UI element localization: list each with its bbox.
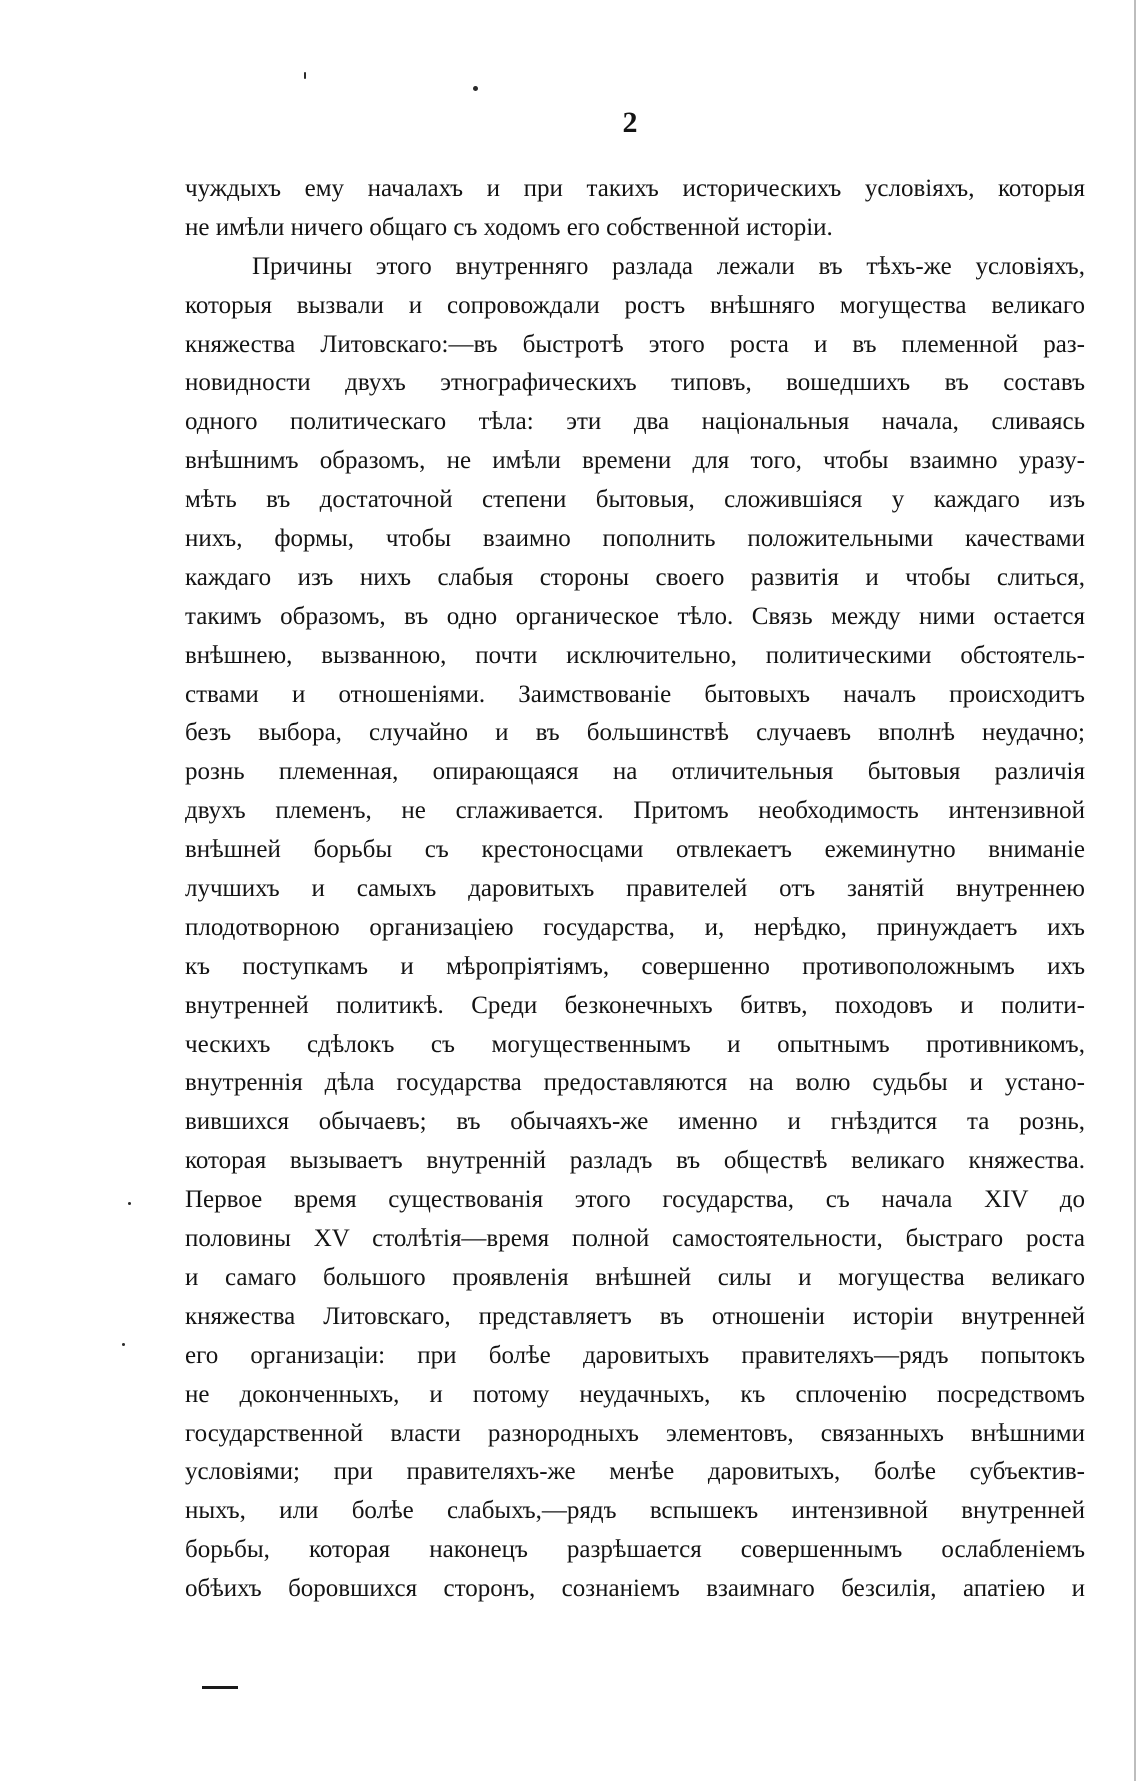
text-line: государственной власти разнородныхъ элементовъ, связанныхъ внѣшними [185,1419,1085,1447]
text-line: внутреннiя дѣла государства предоставляются на волю судьбы и устано- [185,1069,1085,1097]
text-line: и самаго большого проявленiя внѣшней силы и могущества великаго [185,1263,1085,1291]
text-line: условiями; при правителяхъ-же менѣе даровитыхъ, болѣе субъектив- [185,1458,1085,1486]
text-line: которыя вызвали и сопровождали ростъ внѣшняго могущества великаго [185,291,1085,319]
text-line: нихъ, формы, чтобы взаимно пополнить положительными качествами [185,525,1085,553]
text-line: мѣть въ достаточной степени бытовыя, сложившiяся у каждаго изъ [185,486,1085,514]
text-line: обѣихъ боровшихся сторонъ, сознанiемъ взаимнаго безсилiя, апатiею и [185,1575,1085,1603]
text-line: внѣшнею, вызванною, почти исключительно, политическими обстоятель- [185,641,1085,669]
text-line: одного политическаго тѣла: эти два нацiональныя начала, сливаясь [185,408,1085,436]
text-line: ныхъ, или болѣе слабыхъ,—рядъ вспышекъ интензивной внутренней [185,1497,1085,1525]
text-line: княжества Литовскаго:—въ быстротѣ этого роста и въ племенной раз- [185,330,1085,358]
text-line: не доконченныхъ, и потому неудачныхъ, къ сплоченiю посредствомъ [185,1380,1085,1408]
text-line: такимъ образомъ, въ одно органическое тѣло. Связь между ними остается [185,602,1085,630]
scan-speck [304,72,306,79]
text-line: не имѣли ничего общаго съ ходомъ его собственной исторiи. [185,213,833,241]
text-line: княжества Литовскаго, представляетъ въ отношенiи исторiи внутренней [185,1302,1085,1330]
text-line: лучшихъ и самыхъ даровитыхъ правителей отъ занятiй внутреннею [185,875,1085,903]
page-number: 2 [622,106,638,139]
page-edge [1134,0,1136,1781]
text-line: его организацiи: при болѣе даровитыхъ правителяхъ—рядъ попытокъ [185,1341,1085,1369]
scan-speck [128,1202,131,1205]
text-line: ческихъ сдѣлокъ съ могущественнымъ и опытнымъ противникомъ, [185,1030,1085,1058]
text-line: плодотворною организацiею государства, и, нерѣдко, принуждаетъ ихъ [185,913,1085,941]
text-line: Первое время существованiя этого государства, съ начала XIV до [185,1186,1085,1214]
text-line: новидности двухъ этнографическихъ типовъ, вошедшихъ въ составъ [185,369,1085,397]
scan-speck [473,86,478,91]
body-text [185,170,1085,1609]
text-line: вившихся обычаевъ; въ обычаяхъ-же именно и гнѣздится та рознь, [185,1108,1085,1136]
text-line: Причины этого внутренняго разлада лежали въ тѣхъ-же условiяхъ, [252,252,1085,280]
text-line: каждаго изъ нихъ слабыя стороны своего развитiя и чтобы слиться, [185,563,1085,591]
scan-speck [122,1343,125,1346]
text-line: къ поступкамъ и мѣропрiятiямъ, совершенно противоположнымъ ихъ [185,952,1085,980]
text-line: которая вызываетъ внутреннiй разладъ въ обществѣ великаго княжества. [185,1147,1085,1175]
text-line: внѣшнимъ образомъ, не имѣли времени для того, чтобы взаимно уразу- [185,447,1085,475]
text-line: внѣшней борьбы съ крестоносцами отвлекаетъ ежеминутно вниманiе [185,836,1085,864]
text-line: ствами и отношенiями. Заимствованiе бытовыхъ началъ происходитъ [185,680,1085,708]
text-line: внутренней политикѣ. Среди безконечныхъ битвъ, походовъ и полити- [185,991,1085,1019]
text-line: борьбы, которая наконецъ разрѣшается совершеннымъ ослабленiемъ [185,1536,1085,1564]
text-line: безъ выбора, случайно и въ большинствѣ случаевъ вполнѣ неудачно; [185,719,1085,747]
text-line: двухъ племенъ, не сглаживается. Притомъ необходимость интензивной [185,797,1085,825]
text-line: половины XV столѣтiя—время полной самостоятельности, быстраго роста [185,1225,1085,1253]
text-line: чуждыхъ ему началахъ и при такихъ историческихъ условiяхъ, которыя [185,175,1085,202]
text-line: рознь племенная, опирающаяся на отличительныя бытовыя различiя [185,758,1085,786]
footer-dash [202,1686,238,1689]
